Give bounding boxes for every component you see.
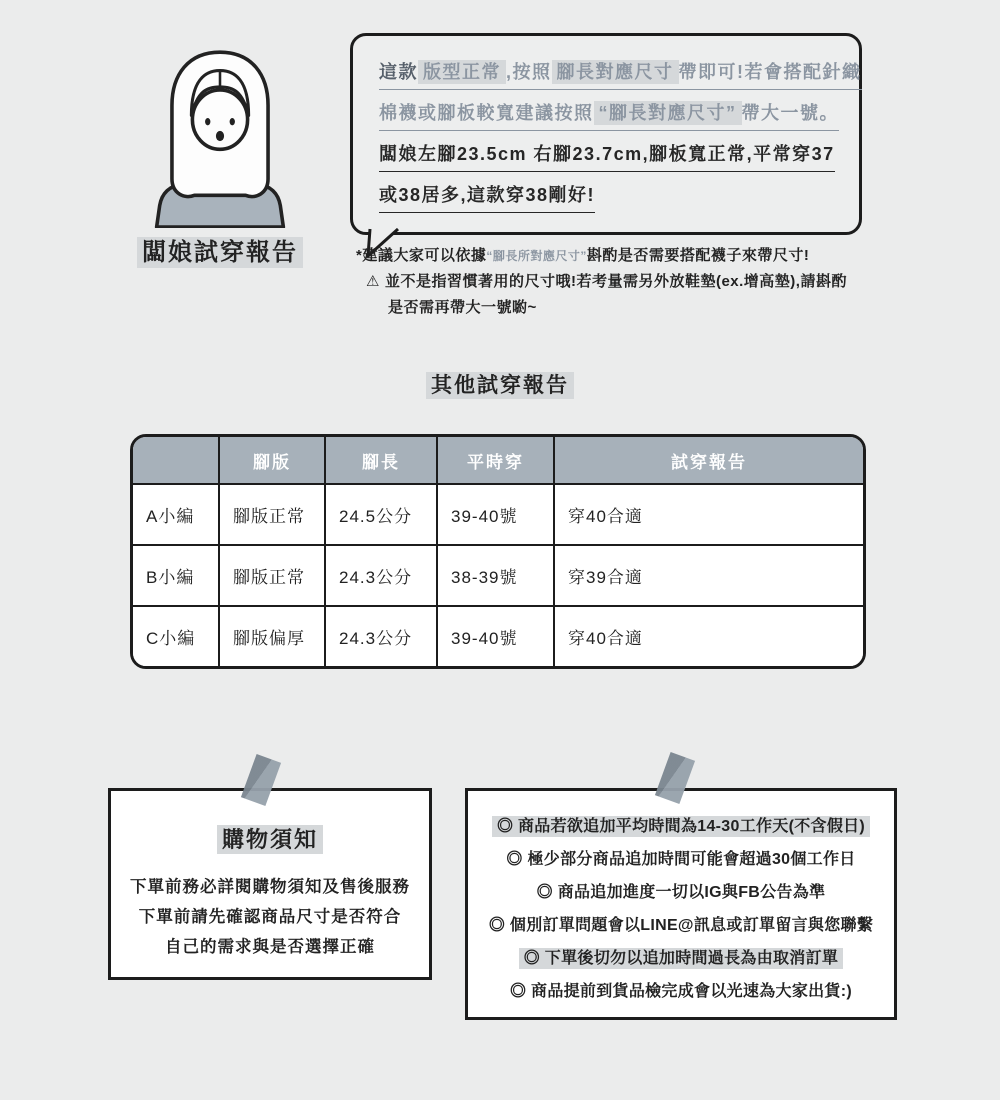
reviewer-title (100, 232, 340, 267)
cell-editor: B小編 (133, 544, 218, 605)
table-row (133, 483, 863, 544)
shopping-notice-box (108, 788, 432, 980)
cell-foot-length: 24.5公分 (324, 483, 436, 544)
shopping-notice-line: 自己的需求與是否選擇正確 (165, 938, 375, 956)
cell-usual-size: 39-40號 (436, 605, 553, 666)
table-row (133, 605, 863, 666)
shopping-notice-line: 下單前務必詳閱購物須知及售後服務 (130, 878, 410, 896)
cell-foot-shape: 腳版正常 (218, 483, 324, 544)
reviewer-title-text: 闆娘試穿報告 (137, 237, 303, 268)
note-line-2: ⚠ 並不是指習慣著用的尺寸哦!若考量需另外放鞋墊(ex.增高墊),請斟酌 (366, 273, 847, 290)
cell-usual-size: 38-39號 (436, 544, 553, 605)
cell-report: 穿39合適 (553, 544, 863, 605)
addition-notice-list (468, 810, 894, 1008)
shopping-notice-title: 購物須知 (111, 823, 429, 854)
addition-notice-item: ◎ 極少部分商品追加時間可能會超過30個工作日 (506, 851, 856, 868)
avatar-illustration (143, 44, 297, 228)
note-line-3: 是否需再帶大一號喲~ (388, 299, 537, 316)
header-cell-report: 試穿報告 (553, 437, 863, 483)
addition-notice-item: ◎ 下單後切勿以追加時間過長為由取消訂單 (468, 942, 894, 975)
speech-bubble (350, 33, 862, 235)
cell-foot-length: 24.3公分 (324, 605, 436, 666)
addition-notice-item: ◎ 商品若欲追加平均時間為14-30工作天(不含假日) (468, 810, 894, 843)
cell-foot-shape: 腳版偏厚 (218, 605, 324, 666)
table-row (133, 544, 863, 605)
bubble-line-2: 棉襪或腳板較寬建議按照 “腳長對應尺寸” 帶大一號。 (379, 101, 837, 131)
addition-notice-item: ◎ 個別訂單問題會以LINE@訊息或訂單留言與您聯繫 (488, 917, 874, 934)
bubble-line-3: 闆娘左腳23.5cm 右腳23.7cm,腳板寬正常,平常穿37 (379, 142, 837, 172)
cell-editor: A小編 (133, 483, 218, 544)
cell-editor: C小編 (133, 605, 218, 666)
addition-notice-box (465, 788, 897, 1020)
cell-foot-shape: 腳版正常 (218, 544, 324, 605)
header-cell-foot-shape: 腳版 (218, 437, 324, 483)
cell-foot-length: 24.3公分 (324, 544, 436, 605)
cell-usual-size: 39-40號 (436, 483, 553, 544)
header-cell-usual-size: 平時穿 (436, 437, 553, 483)
cell-report: 穿40合適 (553, 483, 863, 544)
avatar (143, 44, 297, 228)
addition-notice-item: ◎ 商品追加進度一切以IG與FB公告為準 (536, 884, 826, 901)
shopping-notice-line: 下單前請先確認商品尺寸是否符合 (138, 908, 402, 926)
size-advice-notes (356, 243, 896, 321)
warning-icon: ⚠ (366, 273, 380, 290)
header-cell-blank (133, 437, 218, 483)
shopping-notice-text (111, 872, 429, 962)
header-cell-foot-length: 腳長 (324, 437, 436, 483)
addition-notice-item: ◎ 商品提前到貨品檢完成會以光速為大家出貨:) (509, 983, 852, 1000)
table-header-row (133, 437, 863, 483)
cell-report: 穿40合適 (553, 605, 863, 666)
tryon-report-table (130, 434, 866, 669)
note-line-1: *建議大家可以依據“腳長所對應尺寸”斟酌是否需要搭配襪子來帶尺寸! (356, 247, 810, 264)
report-section-title: 其他試穿報告 (0, 369, 1000, 399)
bubble-line-1: 這款 版型正常 ,按照 腳長對應尺寸 帶即可!若會搭配針織 (379, 60, 837, 90)
bubble-line-4: 或38居多,這款穿38剛好! (379, 183, 837, 213)
